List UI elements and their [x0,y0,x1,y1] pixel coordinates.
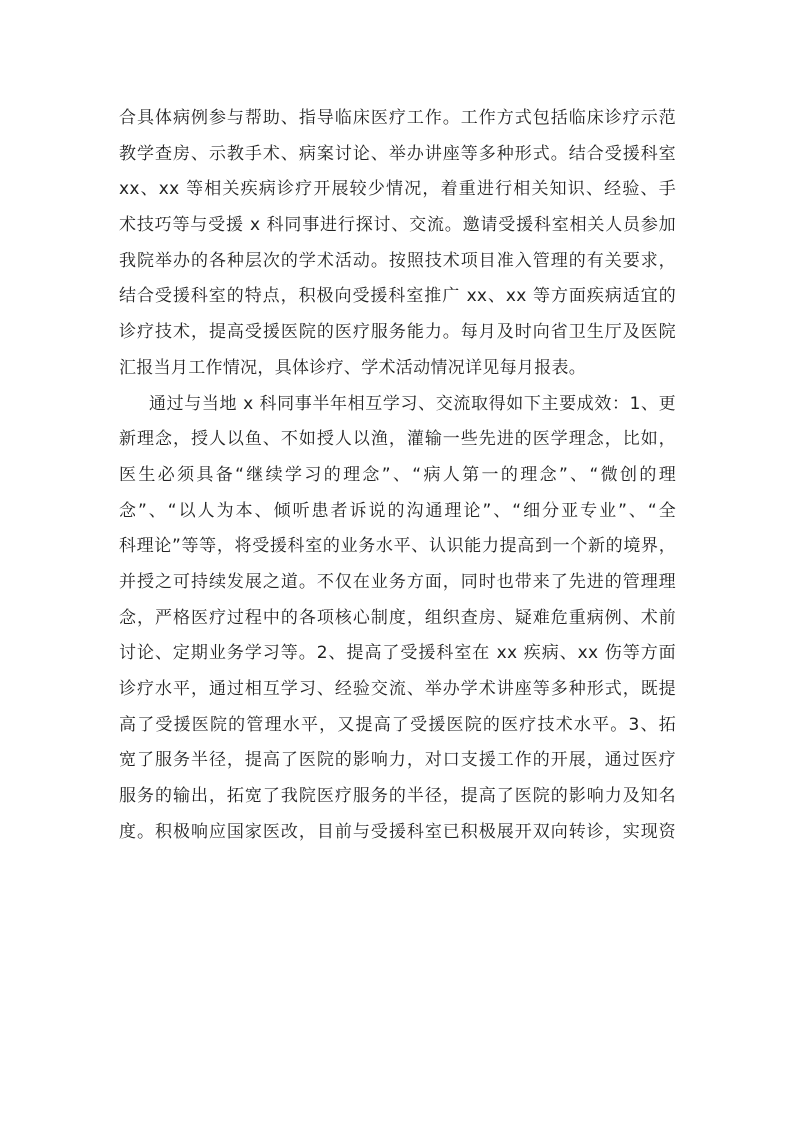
paragraph-line: 新理念，授人以鱼、不如授人以渔，灌输一些先进的医学理念，比如， [119,429,676,450]
paragraph-line: 服务的输出，拓宽了我院医疗服务的半径，提高了医院的影响力及知名 [119,786,676,807]
paragraph-line: 我院举办的各种层次的学术活动。按照技术项目准入管理的有关要求， [119,250,676,271]
paragraph-line: 汇报当月工作情况，具体诊疗、学术活动情况详见每月报表。 [119,357,587,378]
paragraph-2 [119,387,676,851]
paragraph-line: 宽了服务半径，提高了医院的影响力，对口支援工作的开展，通过医疗 [119,750,676,771]
paragraph-line: 科理论”等等，将受援科室的业务水平、认识能力提高到一个新的境界， [119,536,676,557]
paragraph-line: 术技巧等与受援 x 科同事进行探讨、交流。邀请受援科室相关人员参加 [119,215,676,236]
paragraph-line: 念”、“以人为本、倾听患者诉说的沟通理论”、“细分亚专业”、“全 [119,500,676,521]
paragraph-line: 诊疗技术，提高受援医院的医疗服务能力。每月及时向省卫生厅及医院 [119,322,676,343]
paragraph-line: 讨论、定期业务学习等。2、提高了受援科室在 xx 疾病、xx 伤等方面 [119,643,676,664]
paragraph-line: 教学查房、示教手术、病案讨论、举办讲座等多种形式。结合受援科室 [119,143,676,164]
paragraph-1 [119,101,676,387]
paragraph-line: 合具体病例参与帮助、指导临床医疗工作。工作方式包括临床诊疗示范 [119,108,676,128]
paragraph-line: 念，严格医疗过程中的各项核心制度，组织查房、疑难危重病例、术前 [119,607,676,628]
paragraph-line: 并授之可持续发展之道。不仅在业务方面，同时也带来了先进的管理理 [119,571,676,592]
paragraph-line: 通过与当地 x 科同事半年相互学习、交流取得如下主要成效：1、更 [149,393,676,414]
paragraph-line: 度。积极响应国家医改，目前与受援科室已积极展开双向转诊，实现资 [119,821,676,842]
paragraph-line: 医生必须具备“继续学习的理念”、“病人第一的理念”、“微创的理 [119,464,676,485]
paragraph-line: 结合受援科室的特点，积极向受援科室推广 xx、xx 等方面疾病适宜的 [119,286,676,307]
paragraph-line: 高了受援医院的管理水平，又提高了受援医院的医疗技术水平。3、拓 [119,714,676,735]
paragraph-line: 诊疗水平，通过相互学习、经验交流、举办学术讲座等多种形式，既提 [119,679,676,699]
paragraph-line: xx、xx 等相关疾病诊疗开展较少情况，着重进行相关知识、经验、手 [119,179,676,200]
document-body [119,101,676,850]
